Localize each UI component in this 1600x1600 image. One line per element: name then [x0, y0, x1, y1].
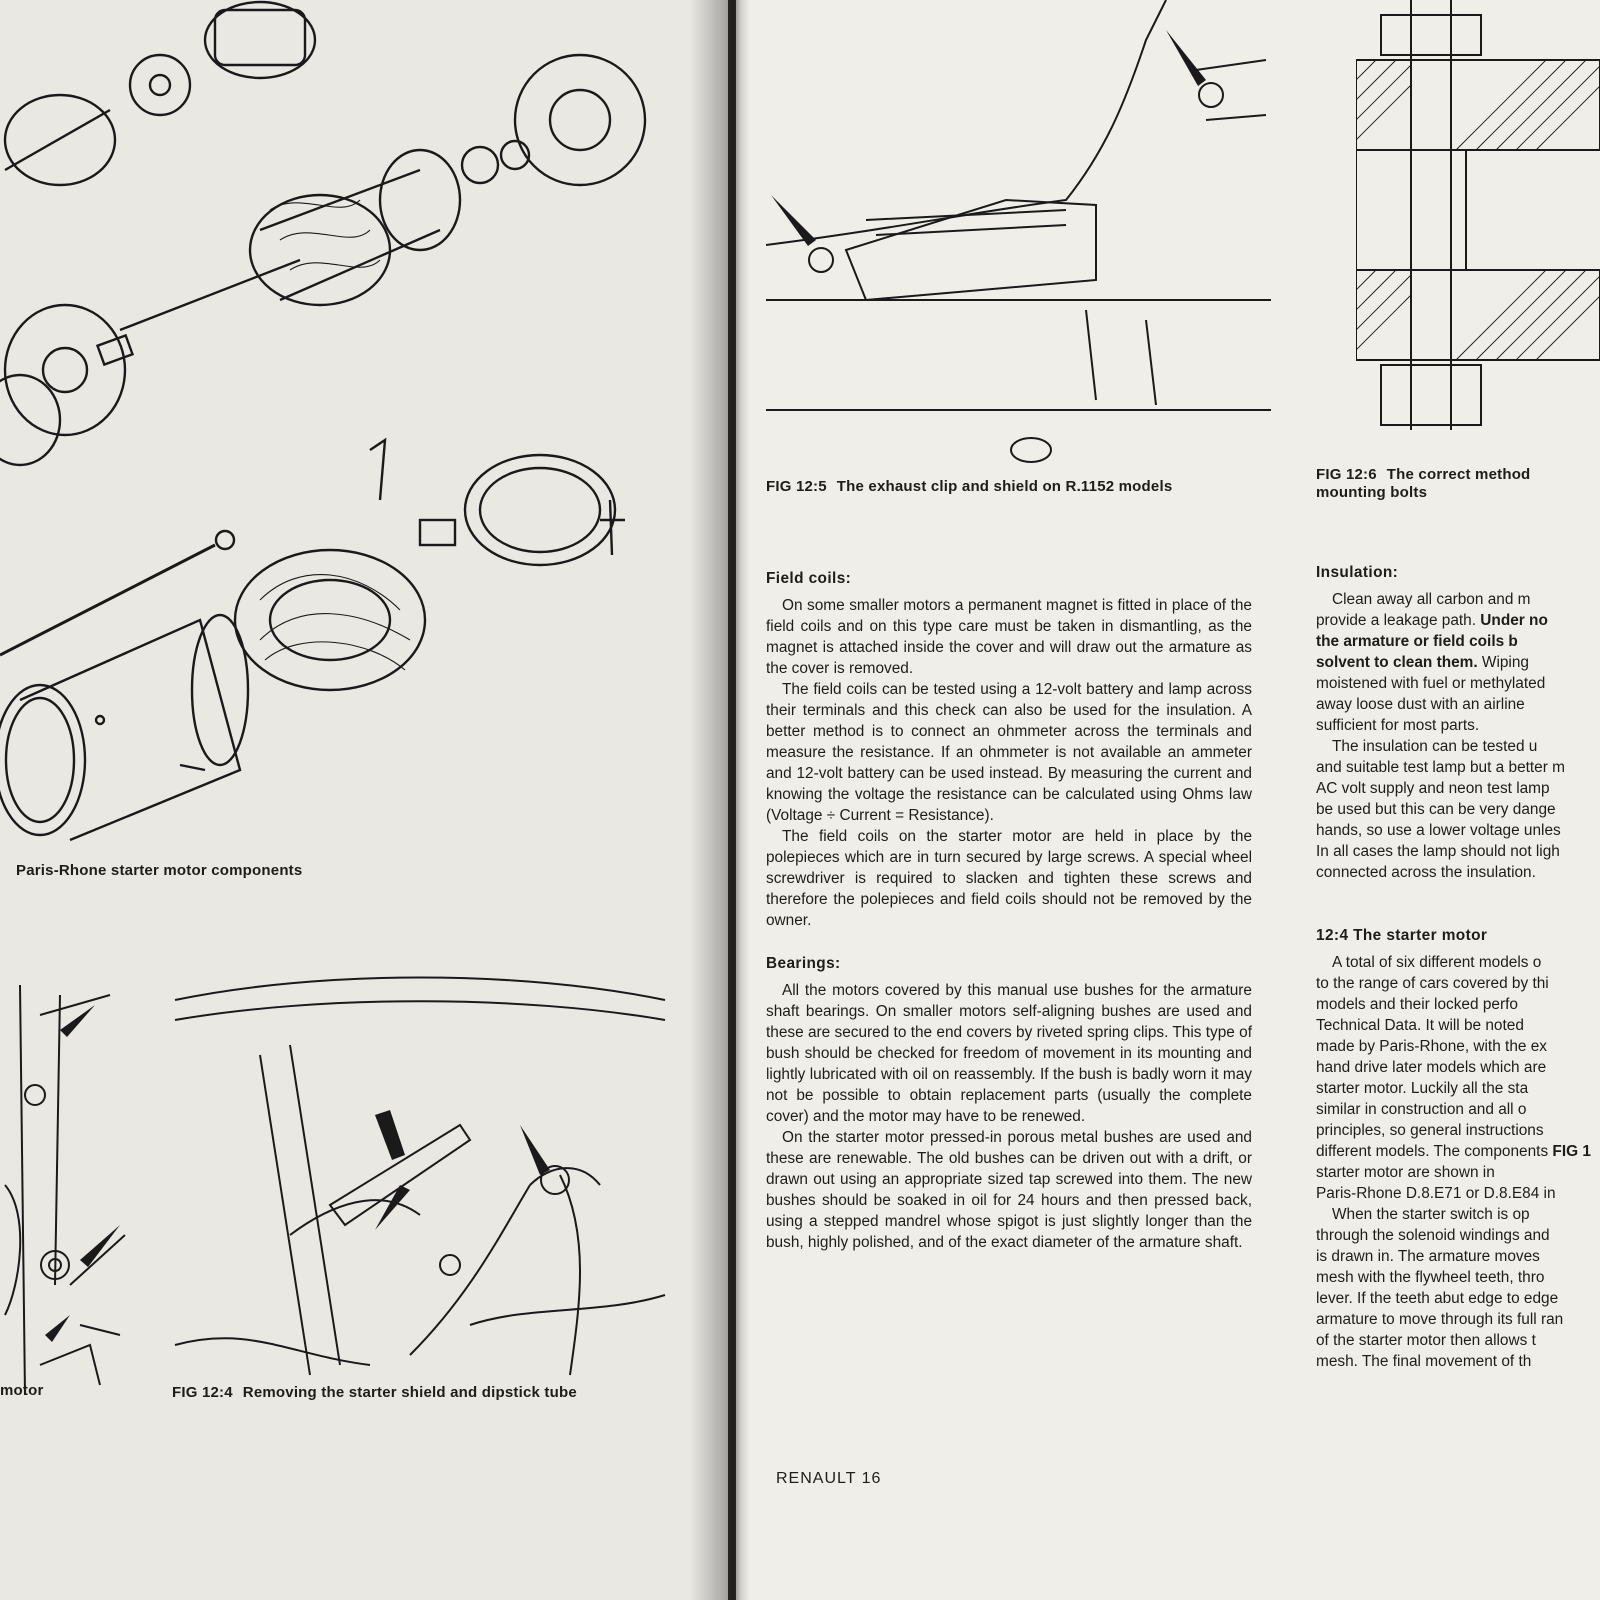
main-text-column: [766, 568, 1252, 1253]
insulation-p2-line-3: AC volt supply and neon test lamp: [1316, 780, 1550, 797]
fig-12-6-number: FIG 12:6: [1316, 466, 1377, 483]
fig-12-6-caption: [1316, 466, 1530, 502]
insulation-line-3: the armature or field coils b: [1316, 633, 1518, 650]
bearings-heading: Bearings:: [766, 955, 841, 972]
insulation-p2-line-7: connected across the insulation.: [1316, 864, 1536, 881]
starter-p2-line-8: mesh. The final movement of th: [1316, 1353, 1532, 1370]
starter-p1-line-3: models and their locked perfo: [1316, 996, 1518, 1013]
starter-motor-heading: 12:4 The starter motor: [1316, 927, 1488, 944]
fig-12-4-caption-text: Removing the starter shield and dipstick tube: [242, 1384, 577, 1401]
bottom-left-figure-caption: motor: [0, 1382, 44, 1399]
starter-p1-line-6: hand drive later models which are: [1316, 1059, 1547, 1076]
components-figure-caption: Paris-Rhone starter motor components: [16, 862, 303, 879]
insulation-line-2: provide a leakage path. Under no: [1316, 612, 1548, 629]
starter-motor-exploded-illustration: [0, 0, 690, 850]
fig-reference: FIG 1: [1552, 1143, 1591, 1160]
insulation-line-5: moistened with fuel or methylated: [1316, 675, 1546, 692]
right-text-column: [1316, 562, 1600, 1372]
starter-p1-line-10: different models. The components FIG 1: [1316, 1143, 1591, 1160]
insulation-p2-line-5: hands, so use a lower voltage unles: [1316, 822, 1561, 839]
starter-p1-line-9: principles, so general instructions: [1316, 1122, 1544, 1139]
insulation-p2-line-1: The insulation can be tested u: [1332, 738, 1538, 755]
starter-p2-line-3: is drawn in. The armature moves: [1316, 1248, 1540, 1265]
field-coils-paragraph-2: The field coils can be tested using a 12-volt battery and lamp across their terminals and this check can also be used for the insulation. A better method is to connect an ohmmeter across the terminals and measure the resistance. If an ohmmeter is not available an ammeter and 12-volt battery can be used instead. By measuring the current and knowing the voltage the resistance can be calculated using Ohms law (Voltage ÷ Current = Resistance).: [766, 681, 1252, 824]
fig-12-5-number: FIG 12:5: [766, 478, 827, 495]
starter-p1-line-4: Technical Data. It will be noted: [1316, 1017, 1524, 1034]
insulation-line-1: Clean away all carbon and m: [1332, 591, 1531, 608]
bearings-paragraph-1: All the motors covered by this manual use bushes for the armature shaft bearings. On smaller motors self-aligning bushes are used and these are secured to the end covers by riveted spring clips. This type of bush should be checked for freedom of movement in its mounting and lightly lubricated with oil on reassembly. If the bush is badly worn it may not be possible to obtain replacement parts (usually the complete cover) and the motor may have to be renewed.: [766, 982, 1252, 1125]
field-coils-paragraph-3: The field coils on the starter motor are held in place by the polepieces which are in turn secured by large screws. A special wheel screwdriver is required to slacken and tighten these screws and therefore the polepieces and field coils should not be removed by the owner.: [766, 828, 1252, 929]
starter-p2-line-1: When the starter switch is op: [1332, 1206, 1530, 1223]
starter-p2-line-7: of the starter motor then allows t: [1316, 1332, 1536, 1349]
running-footer: RENAULT 16: [776, 1470, 882, 1487]
insulation-line-4: solvent to clean them. Wiping: [1316, 654, 1529, 671]
insulation-p2-line-4: be used but this can be very dange: [1316, 801, 1556, 818]
left-page: [0, 0, 728, 1600]
starter-motor-mounting-illustration: [0, 985, 128, 1405]
starter-p2-line-2: through the solenoid windings and: [1316, 1227, 1550, 1244]
insulation-p2-line-6: In all cases the lamp should not ligh: [1316, 843, 1560, 860]
insulation-heading: Insulation:: [1316, 564, 1399, 581]
starter-p1-line-2: to the range of cars covered by thi: [1316, 975, 1549, 992]
fig-12-5-caption: [766, 478, 1172, 495]
starter-p1-line-8: similar in construction and all o: [1316, 1101, 1527, 1118]
insulation-line-7: sufficient for most parts.: [1316, 717, 1480, 734]
insulation-p2-line-2: and suitable test lamp but a better m: [1316, 759, 1565, 776]
starter-p1-line-11: starter motor are shown in: [1316, 1164, 1495, 1181]
fig-12-4-caption: [172, 1384, 577, 1401]
insulation-line-6: away loose dust with an airline: [1316, 696, 1525, 713]
starter-p1-line-1: A total of six different models o: [1332, 954, 1542, 971]
fig-12-6-caption-line2: mounting bolts: [1316, 484, 1428, 501]
right-page: [736, 0, 1600, 1600]
starter-p2-line-6: armature to move through its full ran: [1316, 1311, 1564, 1328]
starter-p2-line-5: lever. If the teeth abut edge to edge: [1316, 1290, 1559, 1307]
starter-p1-line-7: starter motor. Luckily all the sta: [1316, 1080, 1529, 1097]
fig-12-4-number: FIG 12:4: [172, 1384, 233, 1401]
fig-12-6-illustration: [1356, 0, 1600, 440]
fig-12-5-caption-text: The exhaust clip and shield on R.1152 models: [836, 478, 1173, 495]
bearings-paragraph-2: On the starter motor pressed-in porous metal bushes are used and these are renewable. The old bushes can be driven out with a drift, or drawn out using an appropriate sized tap screwed into them. The new bushes should be soaked in oil for 24 hours and then pressed back, using a stepped mandrel whose spigot is just slightly longer than the bush, highly polished, and of the exact diameter of the armature shaft.: [766, 1129, 1252, 1251]
field-coils-paragraph-1: On some smaller motors a permanent magnet is fitted in place of the field coils and on this type care must be taken in dismantling, as the magnet is attached inside the cover and will draw out the armature as the cover is removed.: [766, 597, 1252, 677]
field-coils-heading: Field coils:: [766, 570, 852, 587]
starter-p1-line-12: Paris-Rhone D.8.E71 or D.8.E84 in: [1316, 1185, 1556, 1202]
fig-12-5-illustration: [766, 0, 1276, 470]
starter-p2-line-4: mesh with the flywheel teeth, thro: [1316, 1269, 1545, 1286]
starter-p1-line-5: made by Paris-Rhone, with the ex: [1316, 1038, 1547, 1055]
fig-12-6-caption-line1: The correct method: [1386, 466, 1531, 483]
fig-12-4-illustration: [170, 975, 670, 1385]
